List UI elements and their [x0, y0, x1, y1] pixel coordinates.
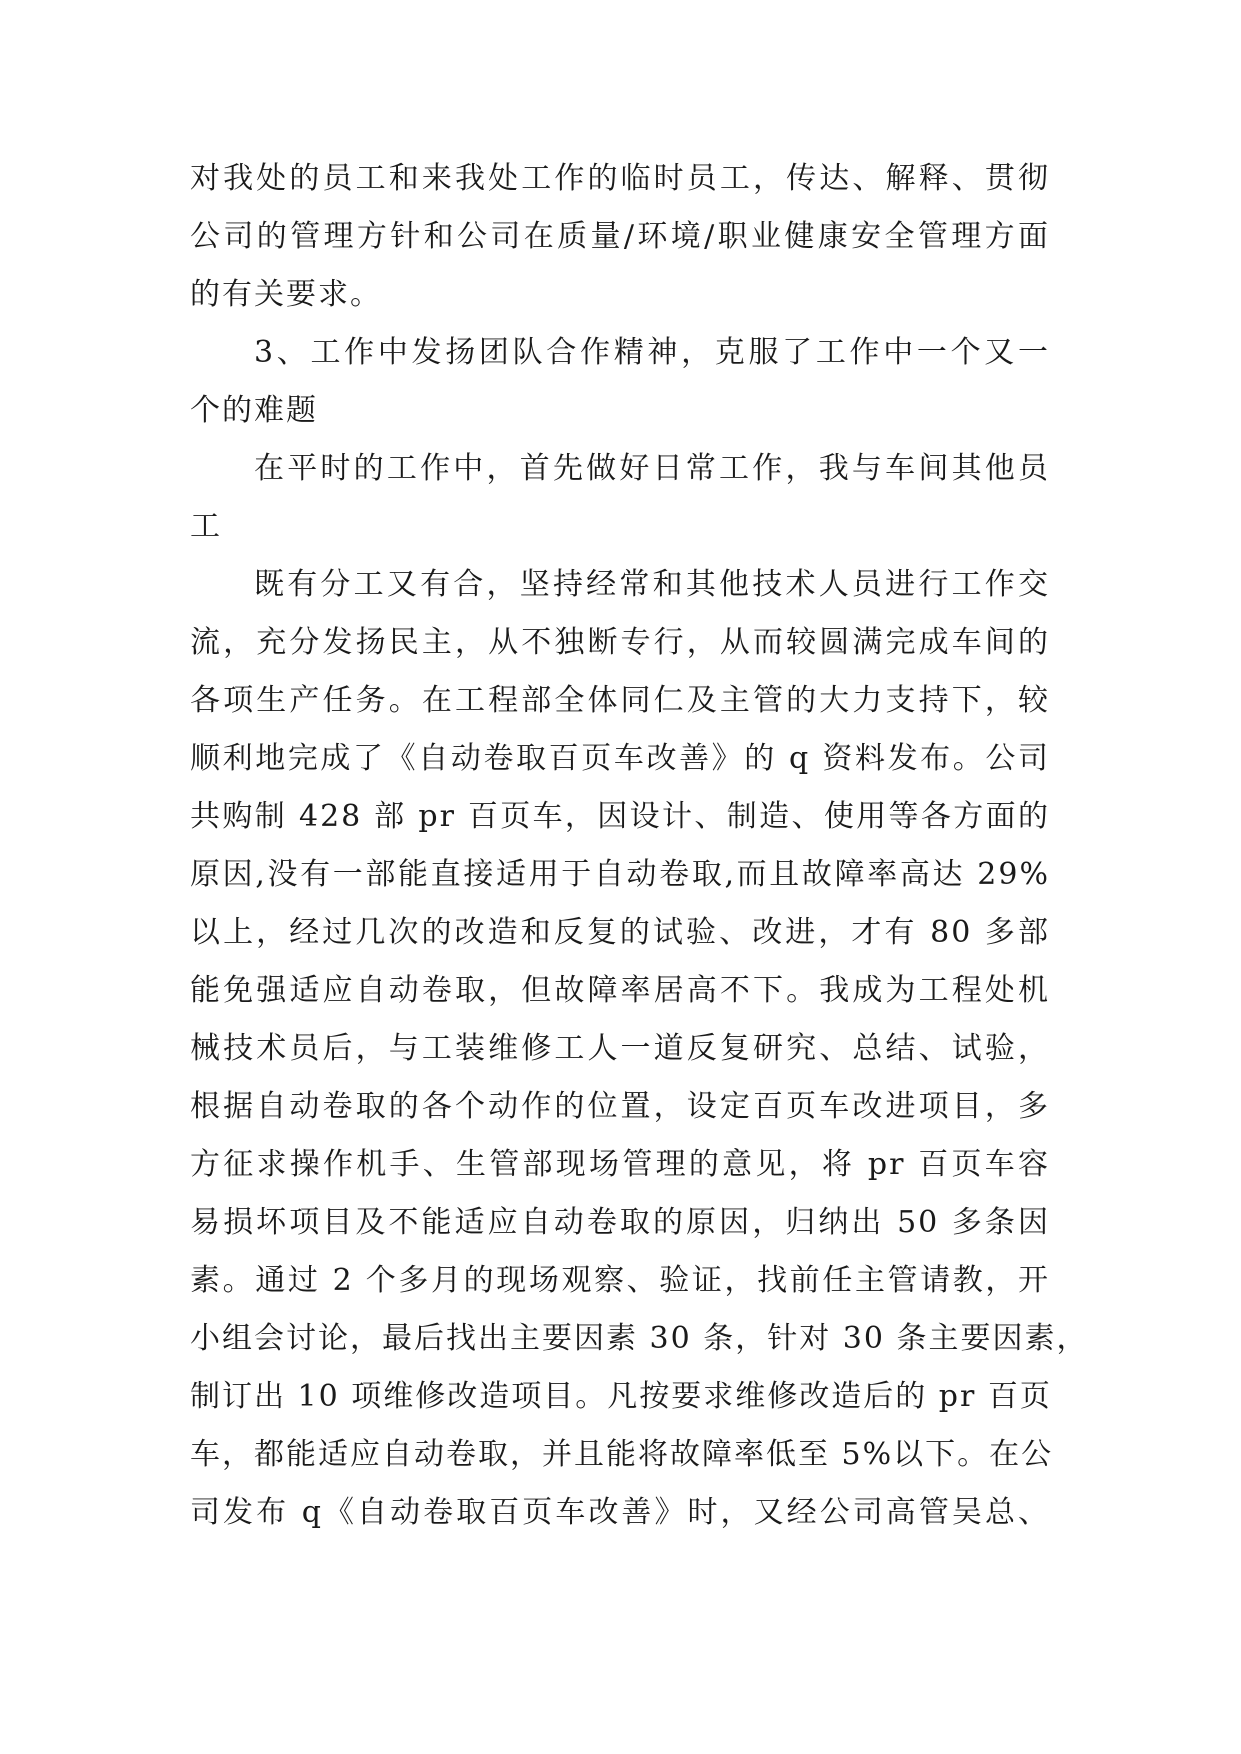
text-line: 在平时的工作中，首先做好日常工作，我与车间其他员: [254, 451, 1050, 486]
body-text: [190, 150, 1089, 1542]
text-line: 工: [190, 509, 222, 544]
text-line: 车，都能适应自动卷取，并且能将故障率低至 5%以下。在公: [190, 1437, 1054, 1472]
text-line: 制订出 10 项维修改造项目。凡按要求维修改造后的 pr 百页: [190, 1379, 1052, 1414]
text-line: 各项生产任务。在工程部全体同仁及主管的大力支持下，较: [190, 683, 1050, 718]
text-line: 能免强适应自动卷取，但故障率居高不下。我成为工程处机: [190, 973, 1050, 1008]
text-line: 流，充分发扬民主，从不独断专行，从而较圆满完成车间的: [190, 625, 1050, 660]
text-line: 方征求操作机手、生管部现场管理的意见，将 pr 百页车容: [190, 1147, 1050, 1182]
text-line: 的有关要求。: [190, 277, 382, 312]
text-line: 易损坏项目及不能适应自动卷取的原因，归纳出 50 多条因: [190, 1205, 1050, 1240]
text-line: 械技术员后，与工装维修工人一道反复研究、总结、试验，: [190, 1031, 1050, 1066]
text-line: 根据自动卷取的各个动作的位置，设定百页车改进项目，多: [190, 1089, 1050, 1124]
text-line: 对我处的员工和来我处工作的临时员工，传达、解释、贯彻: [190, 161, 1050, 196]
text-line: 既有分工又有合，坚持经常和其他技术人员进行工作交: [254, 567, 1050, 602]
text-line: 以上，经过几次的改造和反复的试验、改进，才有 80 多部: [190, 915, 1050, 950]
text-line: 3、工作中发扬团队合作精神，克服了工作中一个又一: [254, 335, 1050, 370]
text-line: 素。通过 2 个多月的现场观察、验证，找前任主管请教，开: [190, 1263, 1050, 1298]
text-line: 原因,没有一部能直接适用于自动卷取,而且故障率高达 29%: [190, 857, 1050, 892]
text-line: 顺利地完成了《自动卷取百页车改善》的 q 资料发布。公司: [190, 741, 1050, 776]
text-line: 司发布 q《自动卷取百页车改善》时，又经公司高管吴总、: [190, 1495, 1050, 1530]
text-line: 公司的管理方针和公司在质量/环境/职业健康安全管理方面: [190, 219, 1050, 254]
text-line: 个的难题: [190, 393, 318, 428]
text-line: 小组会讨论，最后找出主要因素 30 条，针对 30 条主要因素，: [190, 1321, 1089, 1356]
text-line: 共购制 428 部 pr 百页车，因设计、制造、使用等各方面的: [190, 799, 1050, 834]
